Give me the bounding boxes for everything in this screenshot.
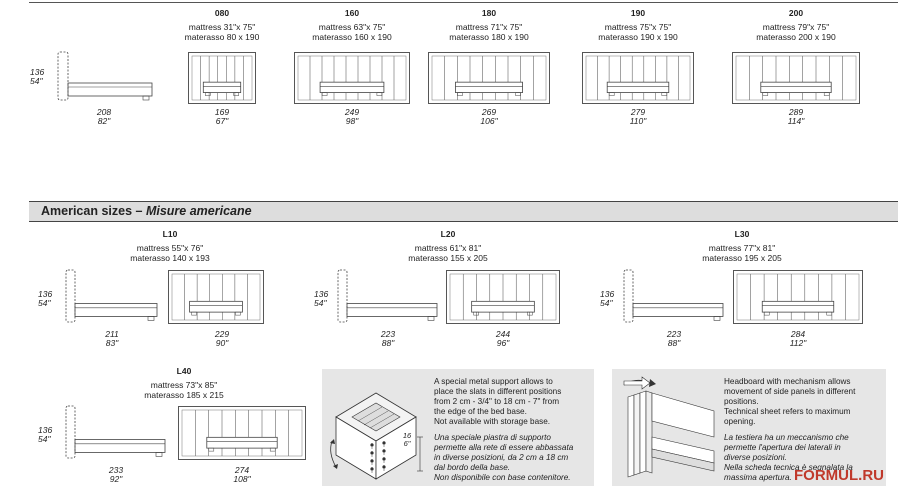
slat-dim-in: 6" <box>403 439 411 448</box>
height-cm: 136 <box>38 289 53 299</box>
size-code: 080 <box>214 8 230 18</box>
mattress-inches: mattress 55"x 76" <box>136 243 204 253</box>
slat-dimension <box>400 432 414 448</box>
mattress-cm: materasso 180 x 190 <box>449 32 529 42</box>
size-code: L10 <box>162 229 178 239</box>
length-in: 88" <box>381 338 395 348</box>
american-sizes-header <box>29 201 898 222</box>
length-cm: 233 <box>108 465 124 475</box>
section-title-italian: Misure americane <box>145 204 252 218</box>
width-in: 67" <box>215 116 229 126</box>
text-line: Not available with storage base. <box>434 417 551 426</box>
width-cm: 244 <box>495 329 511 339</box>
text-line: opening. <box>724 417 756 426</box>
slat-text-it <box>434 433 573 483</box>
text-line: Headboard with mechanism allows <box>724 377 851 386</box>
length-cm: 211 <box>105 329 119 339</box>
width-cm: 169 <box>214 107 230 117</box>
text-line: positions. <box>724 397 759 406</box>
front-view-080 <box>188 52 256 104</box>
mattress-cm: materasso 155 x 205 <box>408 253 488 263</box>
width-in: 96" <box>496 338 510 348</box>
front-view-180 <box>428 52 550 104</box>
text-line: Technical sheet refers to maximum <box>724 407 851 416</box>
front-view-200 <box>732 52 860 104</box>
text-line: the edge of the bed base. <box>434 407 527 416</box>
height-in: 54" <box>38 434 51 444</box>
width-in: 114" <box>787 116 805 126</box>
text-line: Nella scheda tecnica è segnalata la <box>724 463 853 472</box>
text-line: permette l'apertura dei laterali in <box>724 443 841 452</box>
width-in: 98" <box>345 116 359 126</box>
mattress-inches: mattress 71"x 75" <box>455 22 523 32</box>
height-cm: 136 <box>600 289 615 299</box>
width-in: 90" <box>215 338 229 348</box>
side-view-drawing <box>55 52 155 104</box>
text-line: in diverse posizioni, da 2 cm a 18 cm <box>434 453 569 462</box>
mattress-cm: materasso 190 x 190 <box>598 32 678 42</box>
title-dash: – <box>135 204 143 218</box>
length-in: 82" <box>97 116 111 126</box>
width-cm: 274 <box>234 465 250 475</box>
text-line: diverse posizioni. <box>724 453 787 462</box>
width-cm: 229 <box>214 329 230 339</box>
side-view-L20 <box>336 270 440 324</box>
length-cm: 208 <box>96 107 112 117</box>
size-code: L20 <box>440 229 456 239</box>
size-code: L30 <box>734 229 750 239</box>
size-code: 180 <box>481 8 497 18</box>
length-in: 83" <box>105 338 119 348</box>
length-in: 92" <box>109 474 123 484</box>
side-height-label <box>30 68 50 86</box>
text-line: Una speciale piastra di supporto <box>434 433 551 442</box>
text-line: Non disponibile con base contenitore. <box>434 473 571 482</box>
length-cm: 223 <box>380 329 396 339</box>
width-cm: 249 <box>344 107 360 117</box>
slat-support-panel <box>322 369 594 486</box>
front-view-L10 <box>168 270 264 324</box>
text-line: dal bordo della base. <box>434 463 511 472</box>
text-line: movement of side panels in different <box>724 387 856 396</box>
height-cm: 136 <box>314 289 329 299</box>
width-in: 108" <box>233 474 251 484</box>
width-cm: 284 <box>790 329 806 339</box>
mattress-inches: mattress 79"x 75" <box>762 22 830 32</box>
mattress-inches: mattress 31"x 75" <box>188 22 256 32</box>
length-cm: 223 <box>666 329 682 339</box>
mattress-inches: mattress 63"x 75" <box>318 22 386 32</box>
size-code: 160 <box>344 8 360 18</box>
mattress-cm: materasso 185 x 215 <box>144 390 224 400</box>
width-in: 110" <box>629 116 647 126</box>
top-rule <box>29 2 898 3</box>
mattress-inches: mattress 77"x 81" <box>708 243 776 253</box>
width-cm: 289 <box>788 107 804 117</box>
text-line: La testiera ha un meccanismo che <box>724 433 849 442</box>
front-view-L40 <box>178 406 306 460</box>
mattress-cm: materasso 140 x 193 <box>130 253 210 263</box>
size-code: 200 <box>788 8 804 18</box>
front-view-L30 <box>733 270 863 324</box>
side-view-L30 <box>622 270 726 324</box>
height-in: 54" <box>30 76 43 86</box>
text-line: massima apertura. <box>724 473 792 482</box>
text-line: place the slats in different positions <box>434 387 562 396</box>
mattress-cm: materasso 200 x 190 <box>756 32 836 42</box>
width-in: 112" <box>789 338 807 348</box>
height-cm: 136 <box>30 67 45 77</box>
front-view-L20 <box>446 270 560 324</box>
height-cm: 136 <box>38 425 53 435</box>
height-in: 54" <box>600 298 613 308</box>
height-in: 54" <box>38 298 51 308</box>
mattress-inches: mattress 61"x 81" <box>414 243 482 253</box>
slat-dim-cm: 16 <box>402 431 412 440</box>
width-cm: 279 <box>630 107 646 117</box>
mattress-inches: mattress 73"x 85" <box>150 380 218 390</box>
headboard-mechanism-illustration <box>616 377 716 482</box>
side-view-L10 <box>64 270 160 324</box>
width-cm: 269 <box>481 107 497 117</box>
text-line: from 2 cm - 3/4" to 18 cm - 7" from <box>434 397 560 406</box>
section-title: American sizes <box>41 204 133 218</box>
headboard-text-en <box>724 377 855 427</box>
size-code: L40 <box>176 366 192 376</box>
size-code: 190 <box>630 8 646 18</box>
side-length-label <box>89 108 119 126</box>
mattress-cm: materasso 80 x 190 <box>184 32 260 42</box>
mattress-cm: materasso 160 x 190 <box>312 32 392 42</box>
width-in: 106" <box>480 116 498 126</box>
front-view-190 <box>582 52 694 104</box>
side-view-L40 <box>64 406 168 460</box>
watermark: FORMUL.RU <box>794 467 884 484</box>
slat-text-en <box>434 377 561 427</box>
front-view-160 <box>294 52 410 104</box>
text-line: permette alla rete di essere abbassata <box>434 443 574 452</box>
mattress-cm: materasso 195 x 205 <box>702 253 782 263</box>
mattress-inches: mattress 75"x 75" <box>604 22 672 32</box>
height-in: 54" <box>314 298 327 308</box>
text-line: A special metal support allows to <box>434 377 553 386</box>
length-in: 88" <box>667 338 681 348</box>
